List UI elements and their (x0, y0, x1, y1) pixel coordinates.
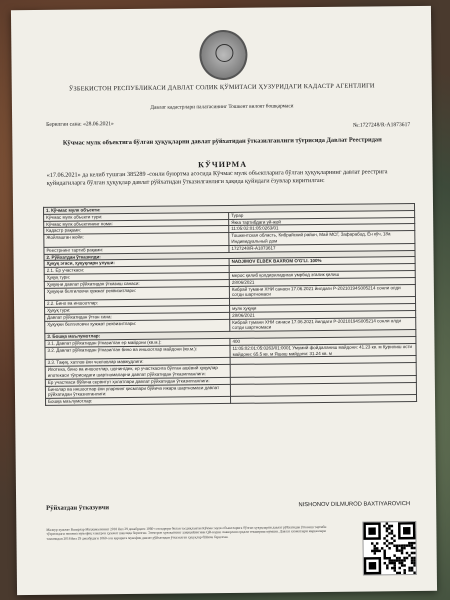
document-sheet (11, 6, 437, 595)
registrar-label: Рўйхатдан ўтказувчи (46, 504, 110, 512)
field-label: Кўчмас мулк объектининг номи: (44, 219, 229, 228)
document-number: №:1727248/R-A1873617 (352, 122, 411, 129)
intro-paragraph: «17.06.2021» да келиб тушган 385289 -сонли буюртма асосида Кўчмас мулк объектларига бўлган ҳуқуқларнинг давлат реестрига қуйидагиларга бўлган ҳуқуқлар давлат рўйхатидан ўтказилганлиги ҳақида қуйидаги ёзувлар киритилган: (46, 168, 388, 187)
field-label: Ҳуқуқни белгиловчи ҳужжат реквизитлари: (45, 319, 230, 334)
field-label: 3.1. Давлат рўйхатидан ўтказилган ер майдони (кв.м.): (45, 338, 230, 347)
issue-date: Берилган сана: «28.06.2021» (46, 121, 114, 128)
field-label: Реестрнинг тартиб рақами: (44, 245, 229, 254)
field-value (231, 395, 417, 404)
field-label: Ҳуқуқ эгаси, ҳуқуқлари улуши: (44, 259, 229, 268)
section-heading: 1. Кўчмас мулк объекти: (44, 203, 415, 214)
section-heading: 2. Рўйхатдан ўтказилди: (44, 250, 415, 261)
field-label: Давлат рўйхатидан ўтган сана: (45, 312, 230, 321)
field-label: Бинолар ва иншоотлар ёки уларнинг қисмлари бўйича ижара шартномаси давлат рўйхатидан ўтказилганлиги: (45, 384, 230, 399)
field-value: 28/06/2021 (230, 310, 416, 319)
agency-header: ЎЗБЕКИСТОН РЕСПУБЛИКАСИ ДАВЛАТ СОЛИК ҚЎМИТАСИ ҲУЗУРИДАГИ КАДАСТР АГЕНТЛИГИ (68, 82, 375, 93)
section-heading: 3. Бошқа маълумотлар: (45, 330, 416, 341)
field-value: Тошкентская область, Кибрайский район, Май МСГ, Зафарабод, Ён кўч, 18а Индивидуальный дом (229, 231, 415, 246)
field-value: 11:05:02:01:05:0263/01:0001 Умумий фойдаланиш майдони: 41.23 кв. м Қурилиш ости майдони: 65.5 кв. м Яшаш майдони: 31.24 кв. м (230, 343, 416, 358)
field-value: 11:05:02:01:05:0263/01 (229, 224, 415, 233)
field-label: Кўчмас мулк объекти тури: (44, 212, 229, 221)
field-label: 3.2. Давлат рўйхатидан ўтказилган бино ва иншоотлар майдони (кв.м.): (45, 345, 230, 360)
field-label: Ҳуқуқни давлат рўйхатидан ўтказиш санаси: (44, 279, 229, 288)
field-label: Ҳуқуқ тури: (44, 272, 229, 281)
field-label: 2.2. Бино ва иншоотлар: (44, 299, 229, 308)
field-label: Ер участкаси бўйича сервитут ҳолатлари давлат рўйхатидан ўтказилганлиги: (45, 377, 230, 386)
field-value: NADJIMOV ELBEK BAXROM O'G'LI. 100% (229, 257, 415, 266)
field-label: Бошқа маълумотлар: (46, 397, 231, 406)
field-label: Ҳуқуқ тури: (45, 305, 230, 314)
document-type: КЎЧИРМА (198, 159, 248, 170)
field-value: Турар (229, 210, 415, 219)
field-value: мулк ҳуқуқи (230, 303, 416, 312)
branch-header: Давлат кадастрлари палатасининг Тошкент вилоят бошқармаси (150, 103, 294, 111)
field-value: мерос қилиб қолдириладиган умрбод эгалик қилиш (229, 270, 415, 279)
registry-table (43, 203, 417, 406)
field-label: 2.1. Ер участкаси: (44, 266, 229, 275)
field-label: Ҳуқуқни белгиловчи ҳужжат реквизитлари: (44, 286, 229, 301)
field-label: Жойлашган жойи: (44, 233, 229, 248)
field-value: Кибрай тумани ХНИ санаси 17.06.2021 йилдаги Р-20210194S005214 сонли олди сотди шартномаси (229, 284, 415, 299)
field-value: 1727248/R-A1873617 (229, 243, 415, 252)
legal-fine-print: Мазкур ҳужжат Вазирлар Маҳкамасининг 2018 йил 29 декабрдаги 1060-сон қарори билан тасдиқланган Кўчмас мулк объектларига бўлган ҳуқуқларни давлат рўйхатидан ўтказиш тартиби тўғрисидаги низомга мувофиқ электрон ҳужжат шаклида берилган. Электрон ҳужжатнинг ҳақиқийлигини QR-кодни сканерлаш орқали текшириш мумкин. Давлат хизматлари марказлари томонидан 2018 йил 29 декабрдаги 1060-сон қарорига мувофиқ давлат рўйхатидан ўтказилган ҳуқуқлар бўйича берилган. (46, 524, 327, 541)
field-value: Кибрай тумани ХНИ санаси 17.06.2021 йилдаги Р-20210194S005214 сонли олди сотди шартномаси (230, 317, 416, 332)
field-label: Ипотека, бино ва иншоотлар, шунингдек, ер участкасига бўлган ашёвий ҳуқуқлар ипотекаси тўғрисидаги шартномаларни давлат рўйхатидан ўтказилганлиги: (45, 365, 230, 380)
field-value: 400 (230, 336, 416, 345)
field-label: 3.3. Тақиқ, хатлов ёки чекловлар мавжудлиги: (45, 358, 230, 367)
registrar-name: NISHONOV DILMUROD BAXTIYAROVICH (298, 501, 411, 509)
state-emblem-icon (199, 30, 248, 80)
field-value: 28/06/2021 (229, 277, 415, 286)
qr-code-icon (362, 521, 417, 576)
document-title: Кўчмас мулк объектига бўлган ҳуқуқларни давлат рўйхатидан ўтказилганлиги тўғрисида Давлат Реестридан (62, 136, 382, 147)
field-label: Кадастр рақами: (44, 226, 229, 235)
field-value: Якка тартибдаги уй-жой (229, 217, 415, 226)
